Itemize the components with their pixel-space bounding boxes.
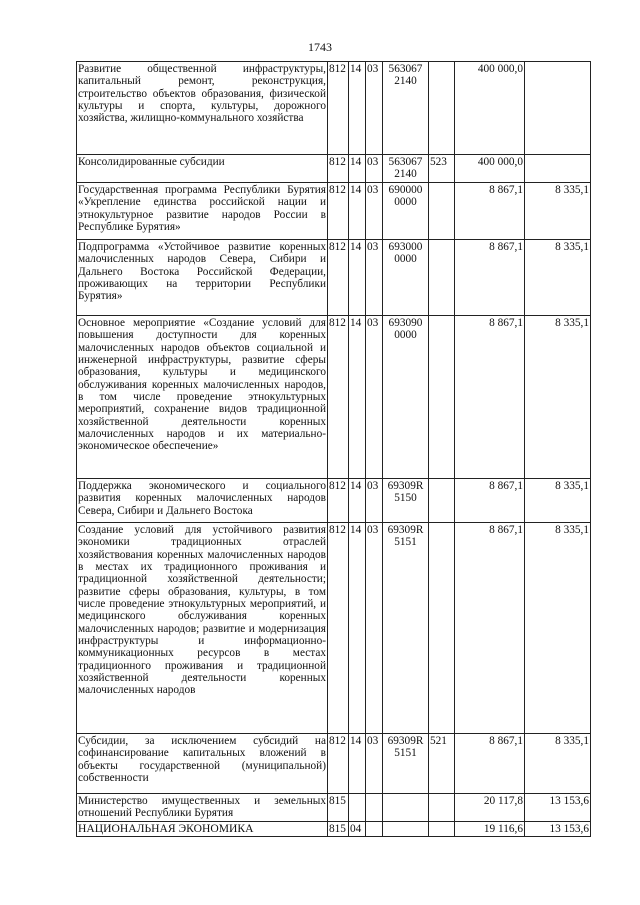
row-rz: 14 [349, 183, 366, 240]
row-sum-2: 8 335,1 [525, 240, 591, 316]
row-rz: 14 [349, 316, 366, 479]
table-row [77, 62, 591, 155]
row-sum-1: 8 867,1 [455, 479, 525, 523]
row-vr: 521 [429, 734, 455, 794]
row-name: Министерство имущественных и земельных отношений Республики Бурятия [77, 794, 328, 822]
row-rz: 14 [349, 734, 366, 794]
table-row [77, 822, 591, 837]
row-csr: 69309R 5150 [383, 479, 429, 523]
row-grbs: 812 [328, 155, 349, 183]
row-grbs: 812 [328, 183, 349, 240]
row-sum-2: 13 153,6 [525, 794, 591, 822]
table-row [77, 155, 591, 183]
row-sum-1: 8 867,1 [455, 734, 525, 794]
row-csr: 693000 0000 [383, 240, 429, 316]
row-csr: 69309R 5151 [383, 734, 429, 794]
row-vr [429, 822, 455, 837]
row-pr: 03 [366, 316, 383, 479]
row-vr [429, 62, 455, 155]
row-sum-1: 400 000,0 [455, 62, 525, 155]
row-name: Основное мероприятие «Создание условий для повышения доступности для коренных малочисленных народов объектов социальной и инженерной инфраструктуры, развитие сферы образования, культуры и медицинского обслуживания коренных малочисленных народов, в том числе проведение этнокультурных мероприятий, сохранение видов традиционной хозяйственной деятельности коренных малочисленных народов и их материально-экономическое обеспечение» [77, 316, 328, 479]
row-name: НАЦИОНАЛЬНАЯ ЭКОНОМИКА [77, 822, 328, 837]
row-name: Субсидии, за исключением субсидий на софинансирование капитальных вложений в объекты государственной (муниципальной) собственности [77, 734, 328, 794]
row-grbs: 812 [328, 734, 349, 794]
budget-table [76, 61, 591, 837]
row-sum-2 [525, 62, 591, 155]
table-row [77, 794, 591, 822]
row-pr: 03 [366, 523, 383, 734]
table-body [77, 62, 591, 837]
row-sum-1: 8 867,1 [455, 523, 525, 734]
row-sum-1: 8 867,1 [455, 316, 525, 479]
row-sum-1: 19 116,6 [455, 822, 525, 837]
row-rz: 04 [349, 822, 366, 837]
row-csr: 69309R 5151 [383, 523, 429, 734]
row-rz: 14 [349, 240, 366, 316]
row-grbs: 812 [328, 316, 349, 479]
row-pr [366, 794, 383, 822]
row-rz: 14 [349, 62, 366, 155]
row-sum-2: 13 153,6 [525, 822, 591, 837]
row-rz: 14 [349, 479, 366, 523]
row-sum-1: 20 117,8 [455, 794, 525, 822]
row-pr [366, 822, 383, 837]
row-grbs: 812 [328, 523, 349, 734]
row-pr: 03 [366, 240, 383, 316]
table-row [77, 734, 591, 794]
row-pr: 03 [366, 62, 383, 155]
row-csr [383, 794, 429, 822]
row-name: Развитие общественной инфраструктуры, капитальный ремонт, реконструкция, строительство объектов образования, физической культуры и спорта, культуры, дорожного хозяйства, жилищно-коммунального хозяйства [77, 62, 328, 155]
table-row [77, 240, 591, 316]
row-csr: 563067 2140 [383, 62, 429, 155]
table-row [77, 479, 591, 523]
row-sum-1: 8 867,1 [455, 240, 525, 316]
row-vr [429, 479, 455, 523]
row-csr: 563067 2140 [383, 155, 429, 183]
row-vr [429, 240, 455, 316]
row-sum-2: 8 335,1 [525, 316, 591, 479]
table-row [77, 183, 591, 240]
row-vr [429, 794, 455, 822]
row-csr: 693090 0000 [383, 316, 429, 479]
row-vr: 523 [429, 155, 455, 183]
table-row [77, 316, 591, 479]
row-pr: 03 [366, 183, 383, 240]
row-name: Поддержка экономического и социального развития коренных малочисленных народов Севера, Сибири и Дальнего Востока [77, 479, 328, 523]
row-vr [429, 523, 455, 734]
row-sum-2: 8 335,1 [525, 523, 591, 734]
row-grbs: 812 [328, 62, 349, 155]
row-csr: 690000 0000 [383, 183, 429, 240]
row-grbs: 812 [328, 240, 349, 316]
row-sum-2: 8 335,1 [525, 479, 591, 523]
row-name: Подпрограмма «Устойчивое развитие коренных малочисленных народов Севера, Сибири и Дальнего Востока Российской Федерации, проживающих на территории Республики Бурятия» [77, 240, 328, 316]
row-sum-1: 400 000,0 [455, 155, 525, 183]
row-sum-1: 8 867,1 [455, 183, 525, 240]
row-vr [429, 183, 455, 240]
row-pr: 03 [366, 734, 383, 794]
row-grbs: 815 [328, 822, 349, 837]
row-name: Государственная программа Республики Бурятия «Укрепление единства российской нации и этнокультурное развитие народов России в Республике Бурятия» [77, 183, 328, 240]
row-grbs: 815 [328, 794, 349, 822]
row-rz: 14 [349, 155, 366, 183]
row-name: Создание условий для устойчивого развития экономики традиционных отраслей хозяйствования коренных малочисленных народов в местах их традиционного проживания и традиционной хозяйственной деятельности; развитие сферы образования, культуры, в том числе проведение этнокультурных мероприятий, и медицинского обслуживания коренных малочисленных народов; развитие и модернизация инфраструктуры и информационно-коммуникационных ресурсов в местах традиционного проживания и традиционной хозяйственной деятельности коренных малочисленных народов [77, 523, 328, 734]
page-number: 1743 [308, 40, 332, 54]
row-vr [429, 316, 455, 479]
row-pr: 03 [366, 155, 383, 183]
row-sum-2 [525, 155, 591, 183]
row-sum-2: 8 335,1 [525, 183, 591, 240]
row-sum-2: 8 335,1 [525, 734, 591, 794]
row-grbs: 812 [328, 479, 349, 523]
row-name: Консолидированные субсидии [77, 155, 328, 183]
table-row [77, 523, 591, 734]
row-pr: 03 [366, 479, 383, 523]
row-csr [383, 822, 429, 837]
row-rz: 14 [349, 523, 366, 734]
row-rz [349, 794, 366, 822]
